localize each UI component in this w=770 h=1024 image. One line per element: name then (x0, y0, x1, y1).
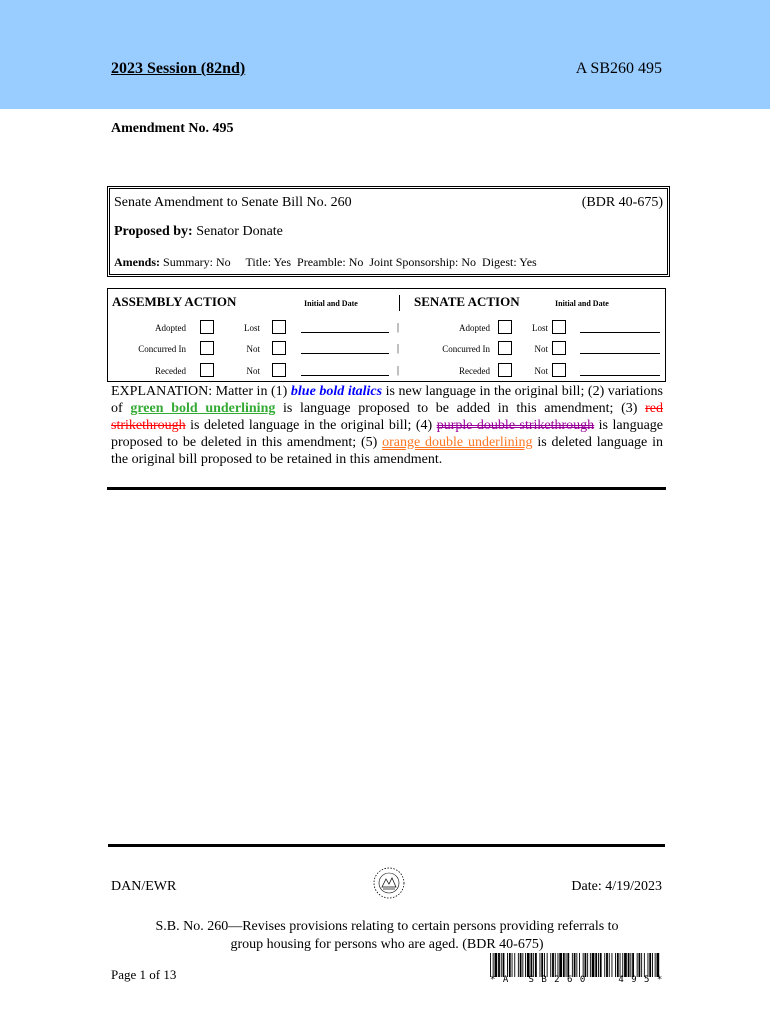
explanation-part: is language proposed to be deleted in this amendment; (5) (111, 418, 663, 450)
barcode-bar (541, 953, 543, 977)
footer-rule (108, 844, 665, 847)
explanation-red-sample: red strikethrough (111, 401, 663, 433)
barcode-bar (612, 953, 613, 977)
explanation-part: is language proposed to be added in this amendment; (3) (275, 401, 646, 416)
summary-line: S.B. No. 260—Revises provisions relating to certain persons providing referrals to (155, 919, 619, 934)
barcode-bar (620, 953, 621, 977)
senate-adopted-checkbox[interactable] (498, 320, 512, 334)
proposed-by (114, 224, 283, 240)
barcode-bar (637, 953, 638, 977)
barcode-bar (657, 953, 660, 977)
senate-initial-line[interactable] (580, 375, 660, 376)
state-seal-icon (372, 866, 406, 900)
barcode-text: * A S B 2 6 0 4 9 5 * (490, 975, 664, 985)
assembly-adopted-checkbox[interactable] (200, 320, 214, 334)
assembly-concurred-label: Concurred In (138, 344, 186, 354)
barcode-bar (544, 953, 545, 977)
senate-receded-checkbox[interactable] (498, 363, 512, 377)
senate-adopted-label: Adopted (459, 323, 490, 333)
barcode-bar (579, 953, 580, 977)
barcode-bar (559, 953, 562, 977)
barcode-bar (606, 953, 608, 977)
assembly-action-title: ASSEMBLY ACTION (112, 294, 237, 309)
explanation-orange-sample: orange double underlining (382, 435, 533, 450)
senate-not-concurred-label: Not (534, 344, 548, 354)
barcode-bar (527, 953, 530, 977)
barcode-bar (520, 953, 522, 977)
barcode-bar (509, 953, 511, 977)
page-number: Page 1 of 13 (111, 967, 177, 982)
action-table (107, 288, 666, 382)
barcode-bar (518, 953, 519, 977)
bill-summary (111, 918, 663, 954)
barcode-bar (493, 953, 494, 977)
barcode-bar (639, 953, 641, 977)
senate-initial-line[interactable] (580, 332, 660, 333)
assembly-not-concurred-checkbox[interactable] (272, 341, 286, 355)
senate-initial-line[interactable] (580, 353, 660, 354)
senate-concurred-checkbox[interactable] (498, 341, 512, 355)
separator-mark: | (397, 365, 400, 376)
assembly-concurred-checkbox[interactable] (200, 341, 214, 355)
amends-items: Summary: No Title: Yes Preamble: No Joint Sponsorship: No Digest: Yes (163, 255, 537, 269)
barcode-bar (525, 953, 526, 977)
assembly-lost-label: Lost (243, 323, 260, 333)
barcode-bar (501, 953, 502, 977)
explanation-blue-sample: blue bold italics (290, 384, 383, 399)
assembly-not-receded-label: Not (246, 366, 260, 376)
barcode-bar (648, 953, 649, 977)
barcode-bar (533, 953, 534, 977)
proposed-by-value: Senator Donate (196, 224, 283, 239)
session-title: 2023 Session (82nd) (111, 60, 246, 77)
barcode-bar (598, 953, 599, 977)
bdr-number: (BDR 40-675) (581, 195, 663, 210)
amendment-number: Amendment No. 495 (111, 121, 234, 136)
assembly-initial-line[interactable] (301, 353, 389, 354)
barcode-bar (512, 953, 513, 977)
explanation-part: is deleted language in the original bill; (4) (185, 418, 437, 433)
barcode-bar (600, 953, 602, 977)
barcode-bar (535, 953, 537, 977)
explanation-part: is deleted language in the original bill proposed to be retained in this amendment. (111, 435, 663, 467)
barcode-bar (655, 953, 656, 977)
senate-not-receded-checkbox[interactable] (552, 363, 566, 377)
explanation-text (111, 383, 663, 468)
barcode-icon (490, 953, 662, 977)
barcode-bar (628, 953, 630, 977)
barcode-bar (622, 953, 623, 977)
senate-lost-checkbox[interactable] (552, 320, 566, 334)
senate-lost-label: Lost (531, 323, 548, 333)
senate-initial-date-header: Initial and Date (555, 299, 609, 308)
barcode-bar (507, 953, 508, 977)
assembly-not-concurred-label: Not (246, 344, 260, 354)
barcode-bar (592, 953, 595, 977)
senate-action-title: SENATE ACTION (414, 294, 520, 309)
barcode-bar (595, 953, 597, 977)
barcode-bar (558, 953, 559, 977)
separator-mark: | (397, 343, 400, 354)
barcode-bar (540, 953, 541, 977)
barcode-bar (567, 953, 569, 977)
barcode-bar (514, 953, 515, 977)
barcode-bar (576, 953, 577, 977)
proposed-by-label: Proposed by: (114, 224, 193, 239)
assembly-initial-line[interactable] (301, 375, 389, 376)
amendment-box (107, 186, 670, 277)
barcode-bar (503, 953, 505, 977)
assembly-receded-checkbox[interactable] (200, 363, 214, 377)
explanation-purple-sample: purple double strikethrough (436, 418, 595, 433)
senate-not-concurred-checkbox[interactable] (552, 341, 566, 355)
senate-concurred-label: Concurred In (442, 344, 490, 354)
assembly-lost-checkbox[interactable] (272, 320, 286, 334)
barcode-bar (652, 953, 653, 977)
assembly-initial-date-header: Initial and Date (304, 299, 358, 308)
assembly-initial-line[interactable] (301, 332, 389, 333)
assembly-adopted-label: Adopted (155, 323, 186, 333)
barcode-bar (583, 953, 584, 977)
explanation-green-sample: green bold underlining (130, 401, 276, 416)
barcode-bar (572, 953, 573, 977)
amends-line (114, 255, 537, 270)
senate-receded-label: Receded (459, 366, 490, 376)
explanation-part: EXPLANATION: Matter in (1) (111, 384, 291, 399)
amends-label: Amends: (114, 255, 161, 269)
barcode-bar (531, 953, 533, 977)
drafter-initials: DAN/EWR (111, 879, 177, 894)
separator-mark: | (397, 322, 400, 333)
barcode-bar (547, 953, 548, 977)
barcode-bar (563, 953, 565, 977)
assembly-not-receded-checkbox[interactable] (272, 363, 286, 377)
barcode-bar (615, 953, 616, 977)
barcode-bar (587, 953, 588, 977)
bill-id: A SB260 495 (575, 60, 662, 77)
barcode-bar (498, 953, 500, 977)
barcode-bar (555, 953, 556, 977)
barcode-bar (624, 953, 627, 977)
barcode-bar (644, 953, 645, 977)
barcode-bar (641, 953, 642, 977)
barcode-bar (630, 953, 631, 977)
barcode-bar (495, 953, 498, 977)
barcode-bar (566, 953, 567, 977)
barcode-bar (585, 953, 587, 977)
barcode-bar (522, 953, 523, 977)
amendment-date: Date: 4/19/2023 (571, 879, 662, 894)
barcode-bar (632, 953, 634, 977)
amendment-title: Senate Amendment to Senate Bill No. 260 (114, 195, 352, 210)
barcode-bar (490, 953, 491, 977)
barcode-bar (550, 953, 551, 977)
barcode-bar (617, 953, 619, 977)
barcode-bar (649, 953, 651, 977)
explanation-rule (107, 487, 666, 490)
senate-not-receded-label: Not (534, 366, 548, 376)
explanation-part: is new language in the original bill; (2) variations of (111, 384, 664, 416)
barcode-bar (590, 953, 591, 977)
barcode-bar (552, 953, 554, 977)
divider (399, 295, 400, 311)
summary-line: group housing for persons who are aged. (BDR 40-675) (230, 937, 544, 952)
barcode-bar (609, 953, 610, 977)
barcode-bar (604, 953, 605, 977)
barcode-bar (574, 953, 576, 977)
assembly-receded-label: Receded (155, 366, 186, 376)
header-band (0, 0, 770, 109)
